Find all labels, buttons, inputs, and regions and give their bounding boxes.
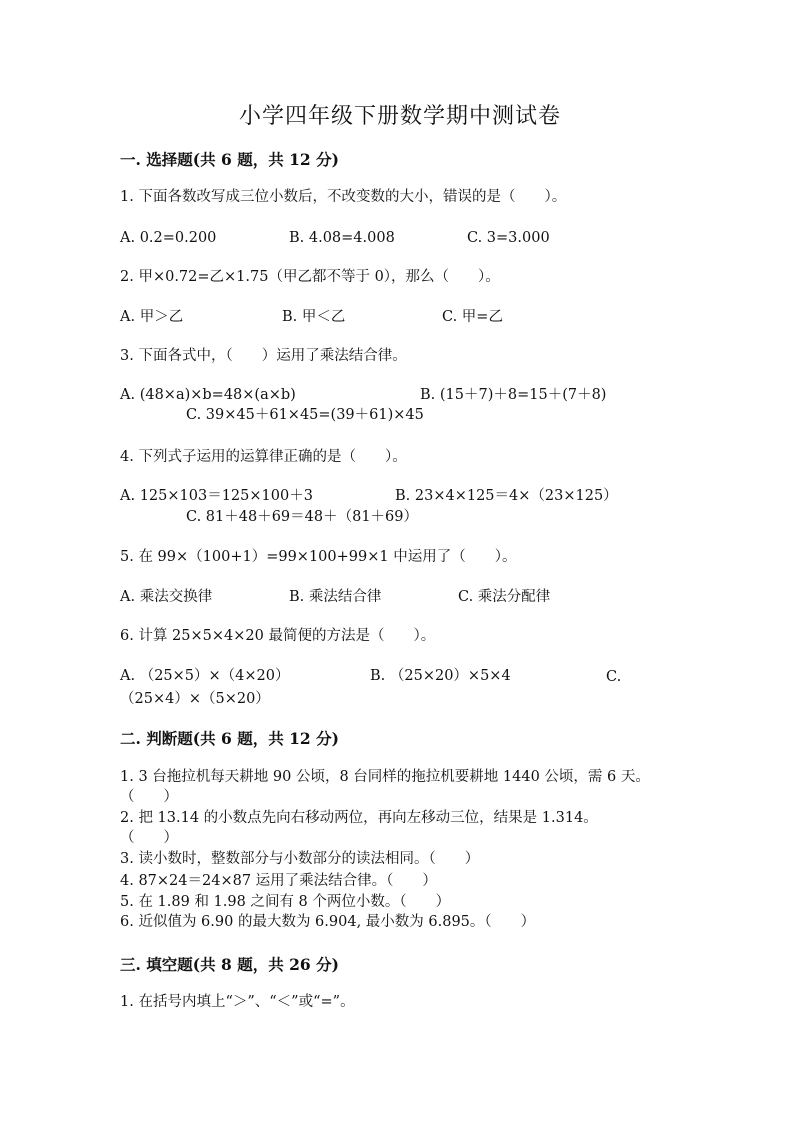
option-b: B. 甲＜乙 bbox=[282, 309, 346, 325]
option-c: C. 39×45＋61×45=(39＋61)×45 bbox=[186, 407, 424, 423]
option-a: A. （25×5）×（4×20） bbox=[120, 668, 290, 684]
option-a: A. 甲＞乙 bbox=[120, 309, 184, 325]
question-stem: 5. 在 1.89 和 1.98 之间有 8 个两位小数。（ ） bbox=[120, 894, 451, 910]
question-stem: 6. 计算 25×5×4×20 最简便的方法是（ ）。 bbox=[120, 628, 436, 644]
question-stem: 2. 把 13.14 的小数点先向右移动两位，再向左移动三位，结果是 1.314。 bbox=[120, 810, 598, 826]
option-b: B. 23×4×125＝4×（23×125） bbox=[395, 488, 618, 504]
question-stem: 1. 在括号内填上“＞”、“＜”或“=”。 bbox=[120, 994, 355, 1010]
section-heading-fill: 三. 填空题(共 8 题，共 26 分) bbox=[120, 955, 339, 974]
question-stem: 1. 下面各数改写成三位小数后，不改变数的大小，错误的是（ ）。 bbox=[120, 189, 567, 205]
option-c: C. （25×4）×（5×20） bbox=[120, 669, 622, 707]
question-stem: 2. 甲×0.72=乙×1.75（甲乙都不等于 0），那么（ ）。 bbox=[120, 269, 500, 285]
question-stem: 3. 下面各式中，（ ）运用了乘法结合律。 bbox=[120, 348, 407, 364]
page-title: 小学四年级下册数学期中测试卷 bbox=[238, 104, 561, 129]
option-b: B. 4.08=4.008 bbox=[289, 230, 395, 246]
question-stem: 3. 读小数时，整数部分与小数部分的读法相同。（ ） bbox=[120, 851, 480, 867]
question-stem: 4. 下列式子运用的运算律正确的是（ ）。 bbox=[120, 449, 407, 465]
option-c: C. 81＋48＋69＝48＋（81＋69） bbox=[186, 509, 418, 525]
answer-blank: （ ） bbox=[120, 830, 178, 846]
option-c: C. 3=3.000 bbox=[467, 230, 550, 246]
question-stem: 4. 87×24＝24×87 运用了乘法结合律。（ ） bbox=[120, 873, 437, 889]
question-stem: 6. 近似值为 6.90 的最大数为 6.904, 最小数为 6.895。（ ） bbox=[120, 914, 536, 930]
option-a: A. 125×103＝125×100＋3 bbox=[120, 488, 313, 504]
question-stem: 5. 在 99×（100+1）=99×100+99×1 中运用了（ ）。 bbox=[120, 549, 517, 565]
option-a: A. 乘法交换律 bbox=[120, 589, 213, 605]
question-stem: 1. 3 台拖拉机每天耕地 90 公顷，8 台同样的拖拉机要耕地 1440 公顷，需 6 天。 bbox=[120, 769, 650, 785]
option-a: A. 0.2=0.200 bbox=[120, 230, 217, 246]
section-heading-judgement: 二. 判断题(共 6 题，共 12 分) bbox=[120, 729, 339, 748]
option-b: B. 乘法结合律 bbox=[289, 589, 382, 605]
answer-blank: （ ） bbox=[120, 789, 178, 805]
option-c: C. 乘法分配律 bbox=[458, 589, 551, 605]
option-b: B. （25×20）×5×4 bbox=[370, 668, 511, 684]
option-b: B. (15＋7)＋8=15＋(7＋8) bbox=[420, 387, 607, 403]
option-c: C. 甲=乙 bbox=[442, 309, 503, 325]
section-heading-choice: 一. 选择题(共 6 题，共 12 分) bbox=[120, 150, 339, 169]
option-a: A. (48×a)×b=48×(a×b) bbox=[120, 387, 296, 403]
